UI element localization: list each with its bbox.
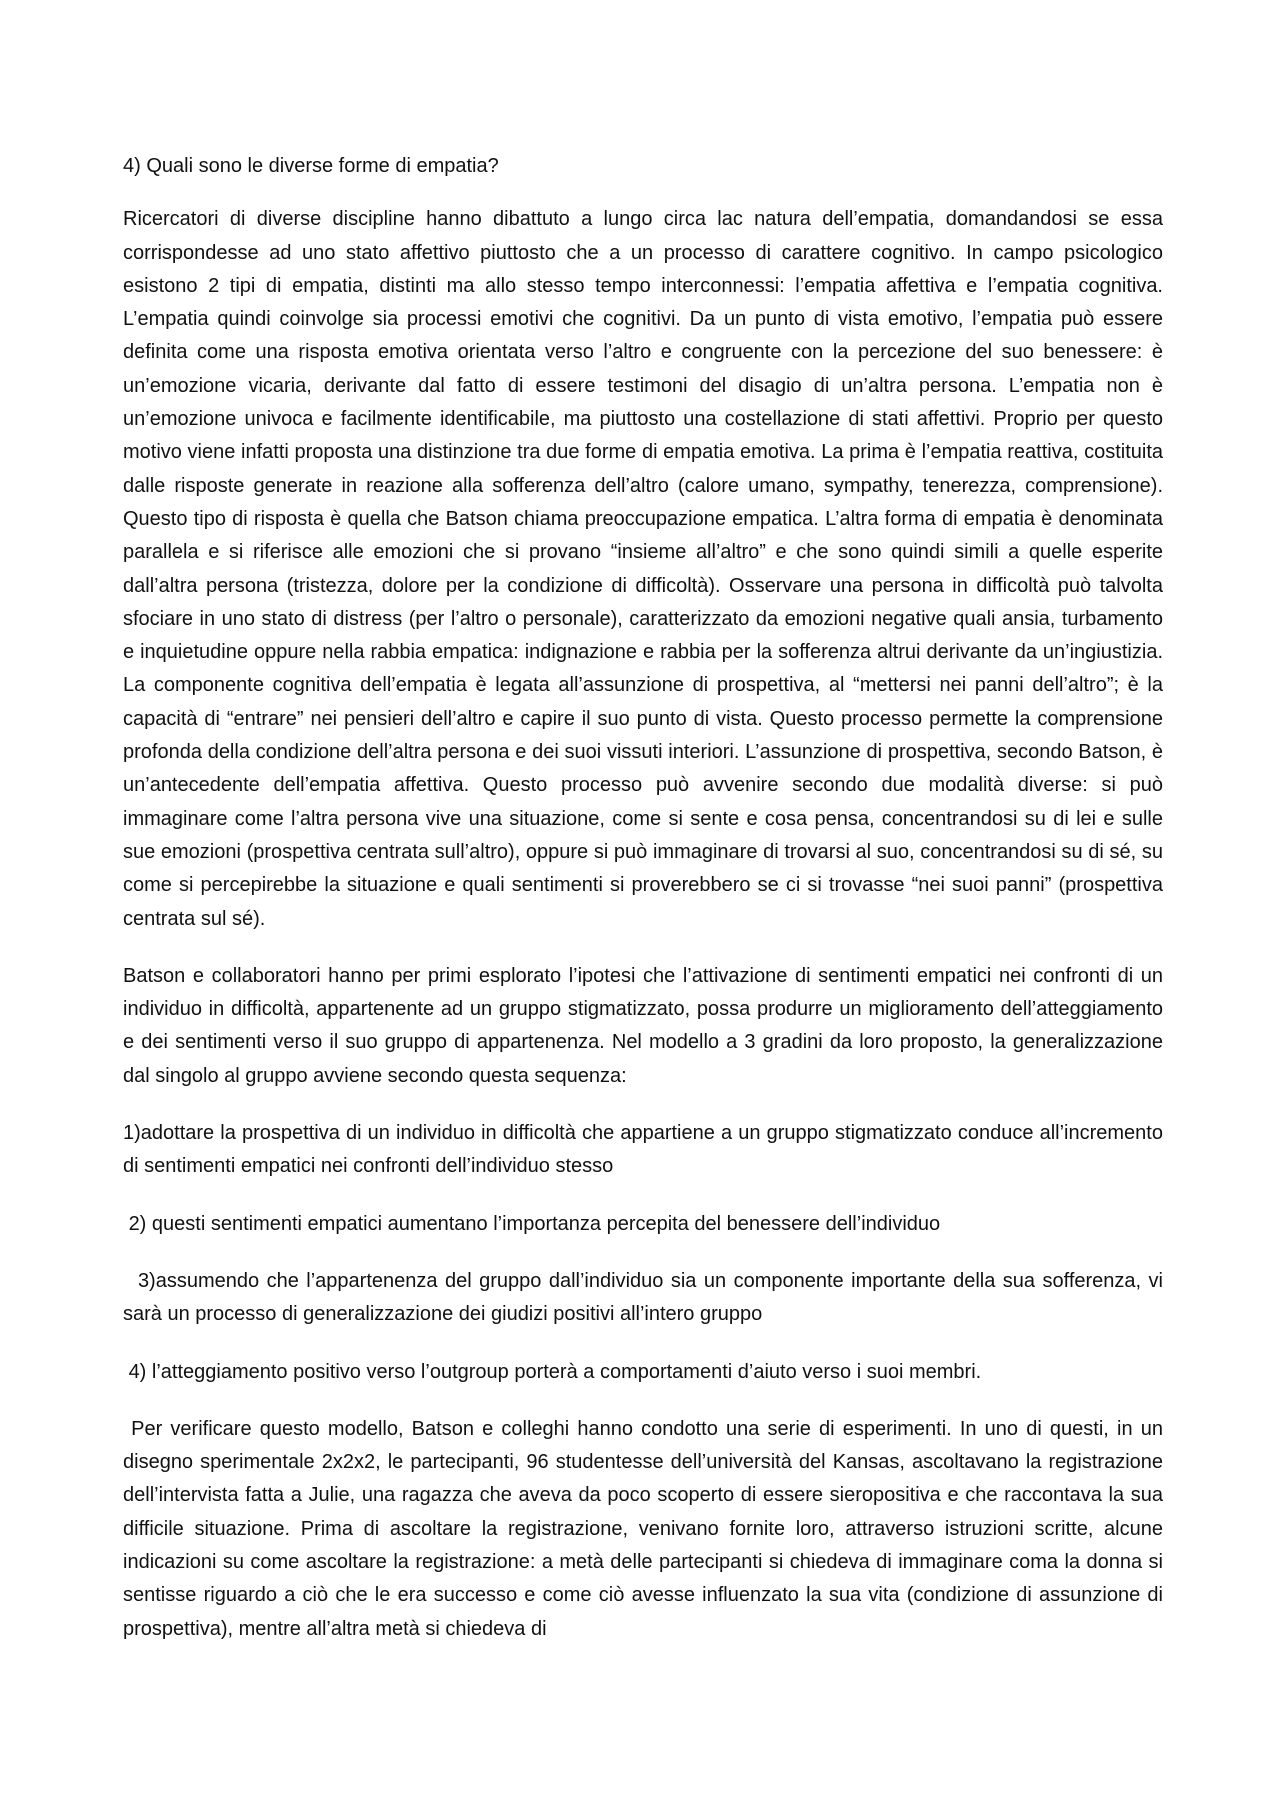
model-step-1: 1)adottare la prospettiva di un individuo in difficoltà che appartiene a un gruppo stigmatizzato conduce all’incremento di sentimenti empatici nei confronti dell’individuo stesso [123, 1122, 1169, 1178]
paragraph-experiment: Per verificare questo modello, Batson e colleghi hanno condotto una serie di esperimenti. In uno di questi, in un disegno sperimentale 2x2x2, le partecipanti, 96 studentesse dell’università del Kansas, ascoltavano la registrazione dell’intervista fatta a Julie, una ragazza che aveva da poco scoperto di essere sieropositiva e che raccontava la sua difficile situazione. Prima di ascoltare la registrazione, venivano fornite loro, attraverso istruzioni scritte, alcune indicazioni su come ascoltare la registrazione: a metà delle partecipanti si chiedeva di immaginare coma la donna si sentisse riguardo a ciò che le era successo e come ciò avesse influenzato la sua vita (condizione di assunzione di prospettiva), mentre all’altra metà si chiedeva di [123, 1417, 1169, 1640]
question-heading: 4) Quali sono le diverse forme di empatia? [123, 155, 499, 177]
model-step-2: 2) questi sentimenti empatici aumentano l’importanza percepita del benessere dell’individuo [123, 1212, 941, 1235]
paragraph-batson-model: Batson e collaboratori hanno per primi esplorato l’ipotesi che l’attivazione di sentimenti empatici nei confronti di un individuo in difficoltà, appartenente ad un gruppo stigmatizzato, possa produrre un miglioramento dell’atteggiamento e dei sentimenti verso il suo gruppo di appartenenza. Nel modello a 3 gradini da loro proposto, la generalizzazione dal singolo al gruppo avviene secondo questa sequenza: [123, 964, 1163, 1087]
document-page [123, 150, 1169, 1646]
model-step-4: 4) l’atteggiamento positivo verso l’outgroup porterà a comportamenti d’aiuto verso i suoi membri. [123, 1360, 982, 1383]
model-step-3: 3)assumendo che l’appartenenza del gruppo dall’individuo sia un componente importante della sua sofferenza, vi sarà un processo di generalizzazione dei giudizi positivi all’intero gruppo [123, 1269, 1169, 1326]
paragraph-forms-of-empathy: Ricercatori di diverse discipline hanno dibattuto a lungo circa lac natura dell’empatia, domandandosi se essa corrispondesse ad uno stato affettivo piuttosto che a un processo di carattere cognitivo. In campo psicologico esistono 2 tipi di empatia, distinti ma allo stesso tempo interconnessi: l’empatia affettiva e l’empatia cognitiva. L’empatia quindi coinvolge sia processi emotivi che cognitivi. Da un punto di vista emotivo, l’empatia può essere definita come una risposta emotiva orientata verso l’altro e congruente con la percezione del suo benessere: è un’emozione vicaria, derivante dal fatto di essere testimoni del disagio di un’altra persona. L’empatia non è un’emozione univoca e facilmente identificabile, ma piuttosto una costellazione di stati affettivi. Proprio per questo motivo viene infatti proposta una distinzione tra due forme di empatia emotiva. La prima è l’empatia reattiva, costituita dalle risposte generate in reazione alla sofferenza dell’altro (calore umano, sympathy, tenerezza, comprensione). Questo tipo di risposta è quella che Batson chiama preoccupazione empatica. L’altra forma di empatia è denominata parallela e si riferisce alle emozioni che si provano “insieme all’altro” e che sono quindi simili a quelle esperite dall’altra persona (tristezza, dolore per la condizione di difficoltà). Osservare una persona in difficoltà può talvolta sfociare in uno stato di distress (per l’altro o personale), caratterizzato da emozioni negative quali ansia, turbamento e inquietudine oppure nella rabbia empatica: indignazione e rabbia per la sofferenza altrui derivante da un’ingiustizia. La componente cognitiva dell’empatia è legata all’assunzione di prospettiva, al “mettersi nei panni dell’altro”; è la capacità di “entrare” nei pensieri dell’altro e capire il suo punto di vista. Questo processo permette la comprensione profonda della condizione dell’altra persona e dei suoi vissuti interiori. L’assunzione di prospettiva, secondo Batson, è un’antecedente dell’empatia affettiva. Questo processo può avvenire secondo due modalità diverse: si può immaginare come l’altra persona vive una situazione, come si sente e cosa pensa, concentrandosi su di lei e sulle sue emozioni (prospettiva centrata sull’altro), oppure si può immaginare di trovarsi al suo, concentrandosi su di sé, su come si percepirebbe la situazione e quali sentimenti si proverebbero se ci si trovasse “nei suoi panni” (prospettiva centrata sul sé). [123, 208, 1163, 930]
